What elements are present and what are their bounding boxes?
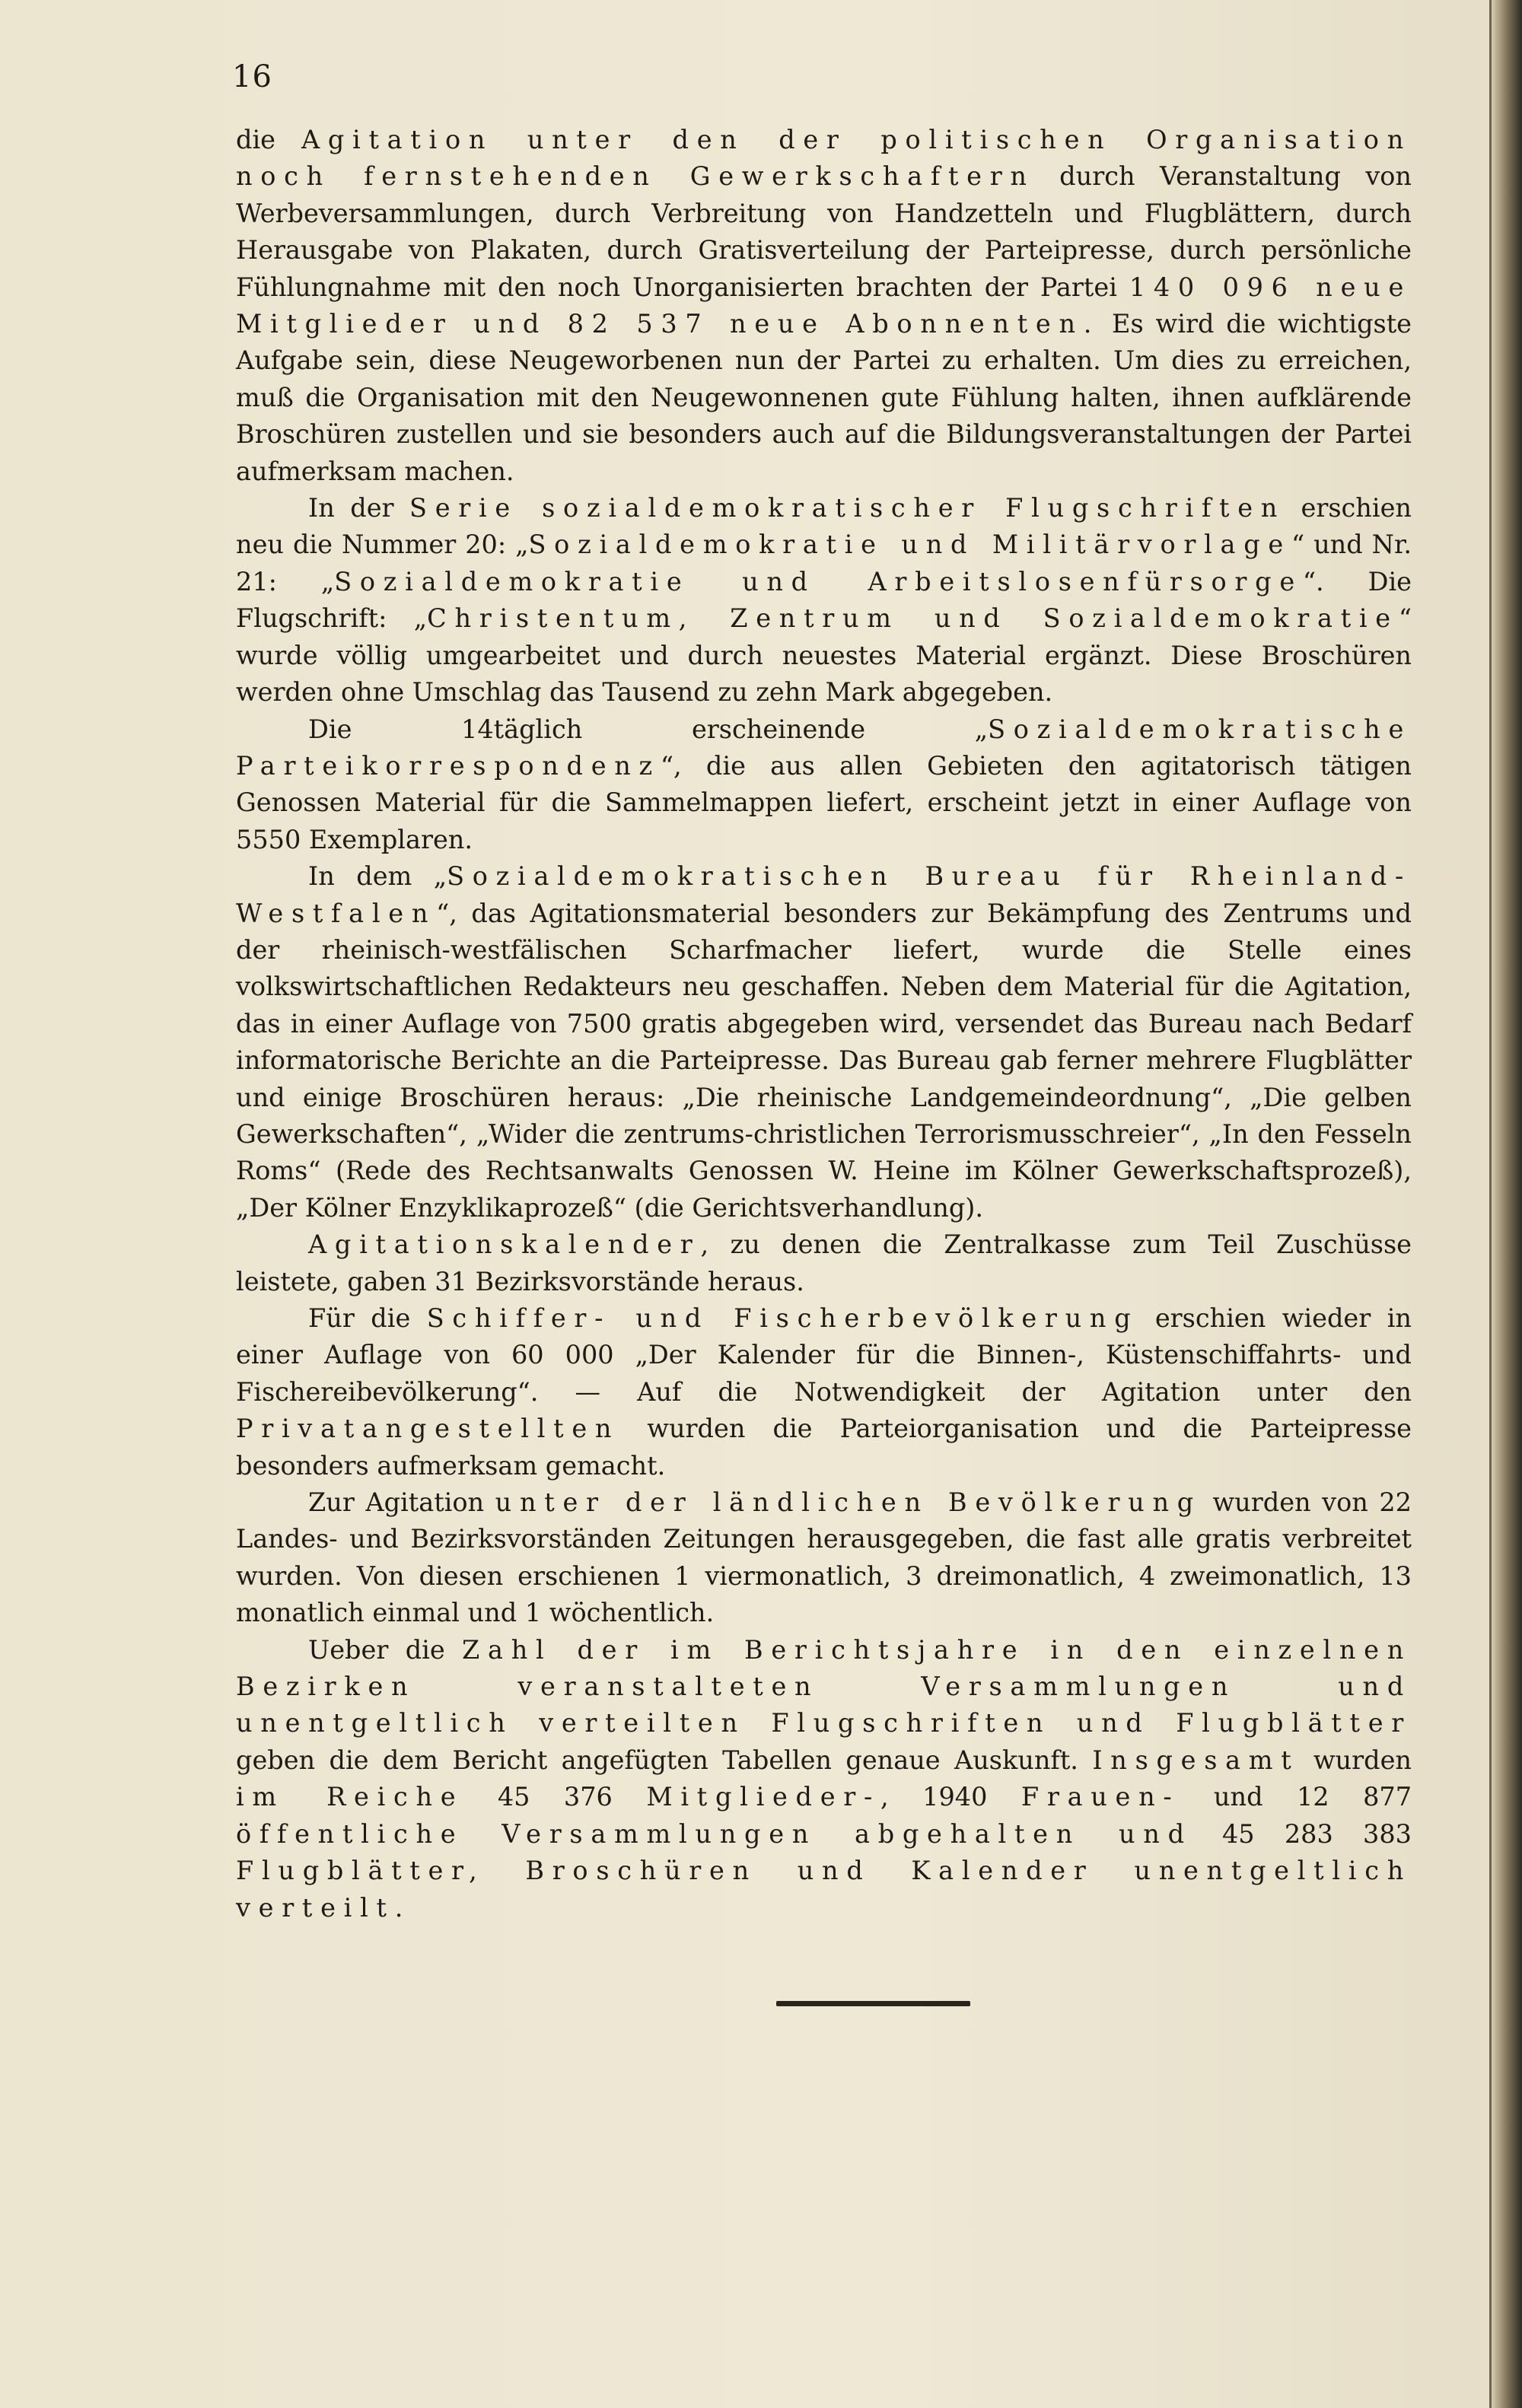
body-text: Zur Agitation (308, 1487, 495, 1518)
spaced-emphasis-text: Frauen- (1021, 1782, 1180, 1812)
body-text: “ und Nr. 21: „ (236, 530, 1412, 596)
paragraph-parteikorrespondenz (236, 711, 1412, 859)
paragraph-flugschriften-serie (236, 490, 1412, 711)
body-text: “, das Agitationsmaterial besonders zur Bekämpfung des Zentrums und der rheinisch-westfälischen Scharfmacher liefert, wurde die Stelle eines volkswirtschaftlichen Redakteurs neu geschaffen. Neben dem Material für die Agitation, das in einer Auflage von 7500 gratis abgegeben wird, versendet das Bureau nach Bedarf informatorische Berichte an die Parteipresse. Das Bureau gab ferner mehrere Flugblätter und einige Broschüren heraus: „Die rheinische Landgemeindeordnung“, „Die gelben Gewerkschaften“, „Wider die zentrums-christlichen Terrorismusschreier“, „In den Fesseln Roms“ (Rede des Rechtsanwalts Genossen W. Heine im Kölner Gewerkschaftsprozeß), „Der Kölner Enzyklikaprozeß“ (die Gerichtsverhandlung). (236, 898, 1412, 1223)
spaced-emphasis-text: Agitation unter den der politischen Organisation noch fernstehenden Gewerkschaftern (236, 125, 1412, 192)
body-text: wurden von 22 Landes- und Bezirksvorständen Zeitungen herausgegeben, die fast alle gratis verbreitet wurden. Von diesen erschienen 1 viermonatlich, 3 dreimonatlich, 4 zweimonatlich, 13 monatlich einmal und 1 wöchentlich. (236, 1487, 1412, 1628)
spaced-emphasis-text: Flugblätter, Broschüren und Kalender unentgeltlich verteilt. (236, 1856, 1412, 1923)
spaced-emphasis-text: öffentliche Versammlungen abgehalten und (236, 1818, 1192, 1849)
spaced-emphasis-text: Sozialdemokratische Parteikorrespondenz (236, 714, 1412, 781)
body-text: In dem „ (308, 861, 447, 892)
body-text: Ueber die (308, 1634, 463, 1665)
paragraph-agitation-gewerkschafter (236, 122, 1412, 490)
body-text: “. Die Flugschrift: „ (236, 566, 1412, 634)
body-text: , zu denen die Zentralkasse zum Teil Zuschüsse leistete, gaben 31 Bezirksvorstände heraus. (236, 1229, 1412, 1296)
paragraph-agitationskalender (236, 1226, 1412, 1300)
body-text: , 1940 (880, 1782, 1021, 1812)
body-text: Es wird die wichtigste Aufgabe sein, diese Neugeworbenen nun der Partei zu erhalten. Um dies zu erreichen, muß die Organisation mit den Neugewonnenen gute Fühlung halten, ihnen aufklärende Broschüren zustellen und sie besonders auch auf die Bildungsveranstaltungen der Partei aufmerksam machen. (236, 309, 1412, 486)
page-number: 16 (232, 59, 272, 94)
spaced-emphasis-text: Serie sozialdemokratischer Flugschriften (409, 493, 1286, 523)
spaced-emphasis-text: Mitglieder- (646, 1782, 881, 1812)
body-text: erschien neu die Nummer 20: „ (236, 493, 1412, 560)
spaced-emphasis-text: Sozialdemokratischen Bureau für Rheinland-Westfalen (236, 861, 1412, 928)
body-text: durch Veranstaltung von Werbeversammlungen, durch Verbreitung von Handzetteln und Flugblättern, durch Herausgabe von Plakaten, durch Gratisverteilung der Parteipresse, durch persönliche Fühlungnahme mit den noch Unorganisierten brachten der Partei (236, 161, 1412, 302)
body-text: “ wurde völlig umgearbeitet und durch neuestes Material ergänzt. Diese Broschüren werden ohne Umschlag das Tausend zu zehn Mark abgegeben. (236, 603, 1412, 708)
spaced-emphasis-text: Christentum, Zentrum und Sozialdemokratie (427, 603, 1399, 634)
body-text: wurden (1299, 1745, 1412, 1775)
body-text: Für die (308, 1303, 427, 1333)
paragraph-schiffer-fischer (236, 1300, 1412, 1484)
body-text: erschien wieder in einer Auflage von 60 000 „Der Kalender für die Binnen-, Küstenschiffahrts- und Fischereibevölkerung“. — Auf die Notwendigkeit der Agitation unter den (236, 1303, 1412, 1407)
spaced-emphasis-text: Schiffer- und Fischerbevölkerung (426, 1303, 1139, 1333)
body-text: 45 376 (463, 1782, 647, 1812)
body-text: In der (308, 493, 410, 523)
spaced-emphasis-text: im Reiche (236, 1782, 464, 1812)
paragraph-bureau-rheinland-westfalen (236, 858, 1412, 1226)
body-text: 45 283 383 (1192, 1818, 1412, 1849)
spaced-emphasis-text: Zahl der im Berichtsjahre in den einzelnen Bezirken veranstalteten Versammlungen und unentgeltlich verteilten Flugschriften und Flugblätter (236, 1634, 1412, 1738)
spaced-emphasis-text: Sozialdemokratie und Arbeitslosenfürsorge (334, 566, 1303, 596)
body-text: “, die aus allen Gebieten den agitatorisch tätigen Genossen Material für die Sammelmappen liefert, erscheint jetzt in einer Auflage von 5550 Exemplaren. (236, 750, 1412, 854)
spaced-emphasis-text: Insgesamt (1092, 1745, 1300, 1775)
spaced-emphasis-text: Sozialdemokratie und Militärvorlage (528, 530, 1291, 560)
spaced-emphasis-text: 140 096 neue Mitglieder und 82 537 neue Abonnenten. (236, 272, 1412, 339)
paragraph-laendliche-bevoelkerung (236, 1484, 1412, 1632)
paragraph-versammlungen-statistik (236, 1632, 1412, 1926)
body-text: die (236, 125, 301, 154)
body-text: geben die dem Bericht angefügten Tabellen genaue Auskunft. (236, 1745, 1093, 1775)
spaced-emphasis-text: Agitationskalender (308, 1229, 701, 1260)
spaced-emphasis-text: Privatangestellten (236, 1414, 620, 1444)
body-text: und 12 877 (1180, 1782, 1412, 1812)
report-text (236, 122, 1412, 1926)
section-divider-rule (776, 2001, 970, 2006)
spaced-emphasis-text: unter der ländlichen Bevölkerung (495, 1487, 1202, 1518)
body-text: wurden die Parteiorganisation und die Parteipresse besonders aufmerksam gemacht. (236, 1414, 1412, 1481)
book-binding (1492, 0, 1522, 2408)
body-text: Die 14täglich erscheinende „ (308, 714, 989, 744)
